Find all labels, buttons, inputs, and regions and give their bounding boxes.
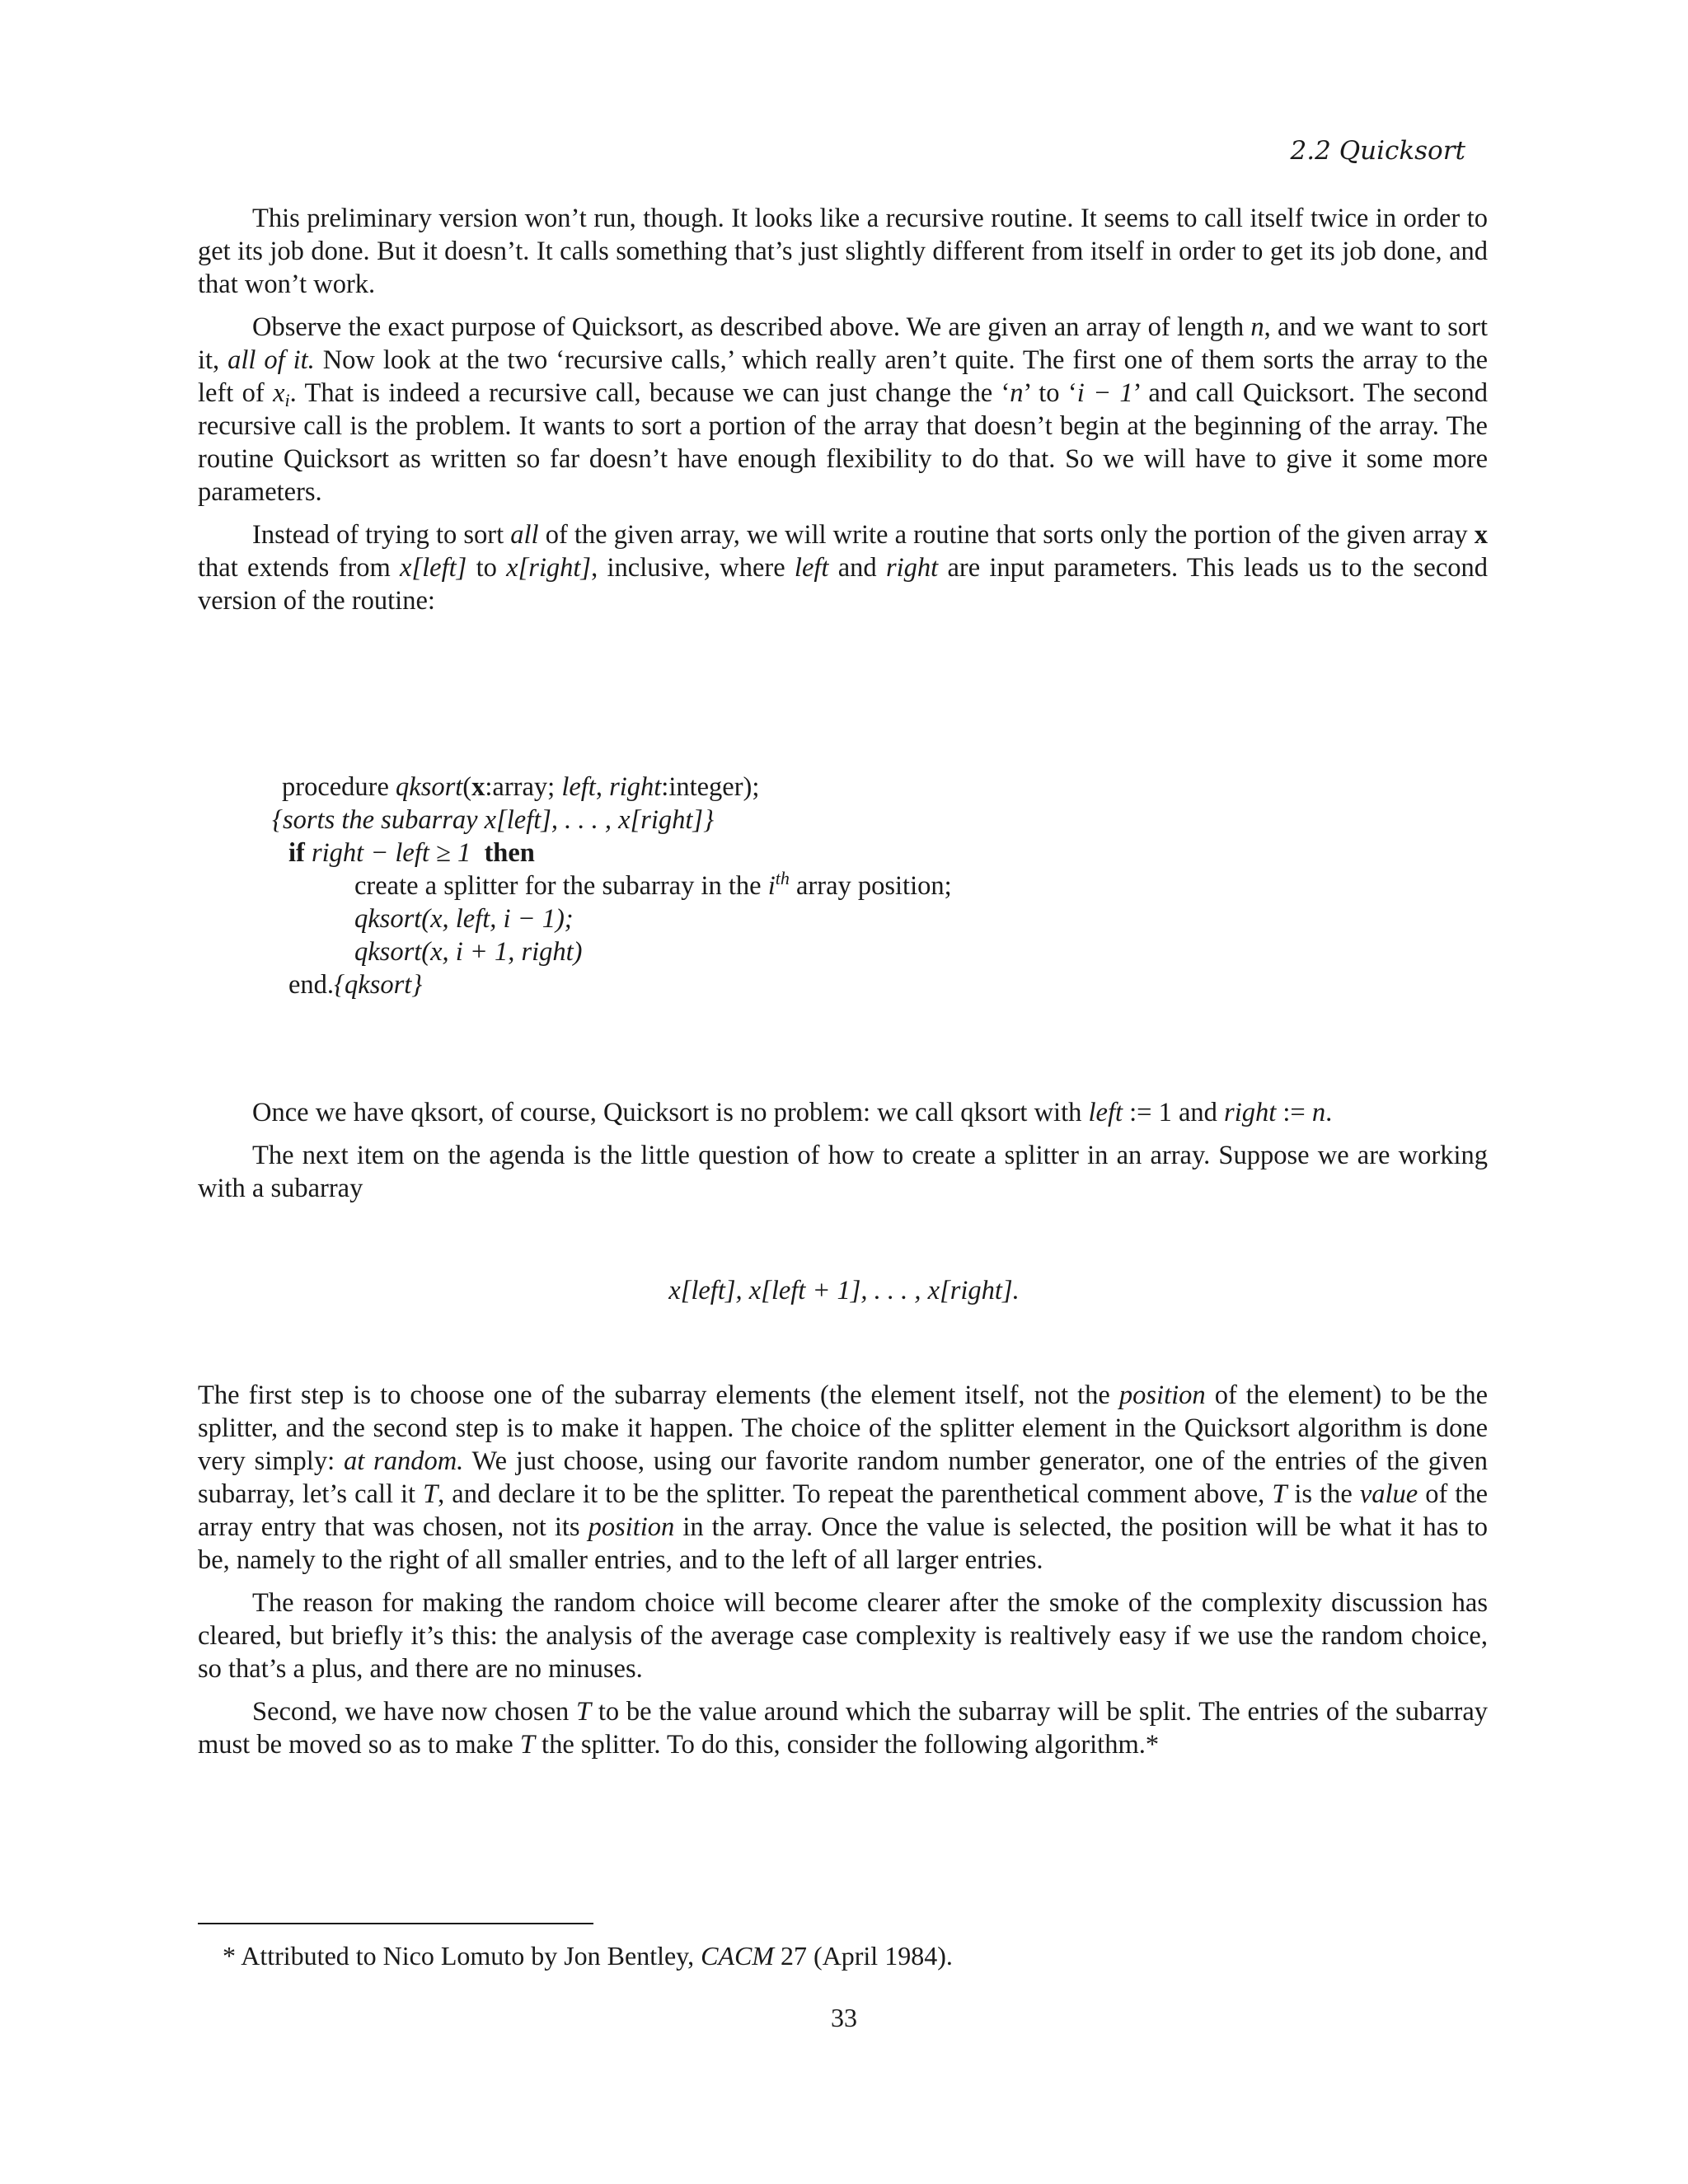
paragraph-4: Once we have qksort, of course, Quicksort is no problem: we call qksort with left := 1 and right := n.	[252, 1098, 1333, 1127]
paragraph-6: The first step is to choose one of the subarray elements (the element itself, not the position of the element) to be the splitter, and the second step is to make it happen. The choice of the splitter element in the Quicksort algorithm is done very simply: at random. We just choose, using our favorite random number generator, one of the entries of the given subarray, let’s call it T, and declare it to be the splitter. To repeat the parenthetical comment above, T is the value of the array entry that was chosen, not its position in the array. Once the value is selected, the position will be what it has to be, namely to the right of all smaller entries, and to the left of all larger entries.	[198, 1380, 1489, 1575]
code-line-comment: {sorts the subarray x[left], . . . , x[right]}	[272, 805, 715, 835]
code-line-recursive-call-2: qksort(x, i + 1, right)	[354, 937, 583, 967]
text-block-lower	[198, 1379, 1488, 1761]
paragraph-3: Instead of trying to sort all of the given array, we will write a routine that sorts only the portion of the given array x that extends from x[left] to x[right], inclusive, where left and right are input parameters. This leads us to the second version of the routine:	[198, 520, 1488, 616]
footnote-rule	[198, 1923, 593, 1924]
code-line-procedure: procedure qksort(x:array; left, right:integer);	[282, 772, 760, 802]
page-number: 33	[831, 2003, 857, 2032]
footnote: * Attributed to Nico Lomuto by Jon Bentley, CACM 27 (April 1984).	[223, 1941, 953, 1971]
text-block-middle	[198, 1096, 1488, 1205]
code-line-if: if right − left ≥ 1 then	[288, 838, 535, 868]
code-line-recursive-call-1: qksort(x, left, i − 1);	[354, 904, 574, 934]
paragraph-5: The next item on the agenda is the little question of how to create a splitter in an array. Suppose we are working with a subarray	[198, 1141, 1488, 1203]
code-line-create-splitter: create a splitter for the subarray in the $i^{th}$ array position;	[354, 868, 952, 901]
paragraph-7: The reason for making the random choice will become clearer after the smoke of the complexity discussion has cleared, but briefly it’s this: the analysis of the average case complexity is realtively easy if we use the random choice, so that’s a plus, and there are no minuses.	[198, 1588, 1488, 1684]
display-equation: x[left], x[left + 1], . . . , x[right].	[668, 1276, 1020, 1305]
pseudocode-block	[272, 771, 1343, 1001]
text-block-upper	[198, 202, 1488, 617]
code-line-end: end.{qksort}	[288, 970, 423, 1000]
paragraph-2: Observe the exact purpose of Quicksort, as described above. We are given an array of length n, and we want to sort it, all of it. Now look at the two ‘recursive calls,’ which really aren’t quite. The first one of them sorts the array to the left of $x_i$. That is indeed a recursive call, because we can just change the ‘n’ to ‘i − 1’ and call Quicksort. The second recursive call is the problem. It wants to sort a portion of the array that doesn’t begin at the beginning of the array. The routine Quicksort as written so far doesn’t have enough flexibility to do that. So we will have to give it some more parameters.	[198, 312, 1489, 507]
running-header: 2.2 Quicksort	[1290, 136, 1465, 166]
paragraph-1: This preliminary version won’t run, though. It looks like a recursive routine. It seems to call itself twice in order to get its job done. But it doesn’t. It calls something that’s just slightly different from itself in order to get its job done, and that won’t work.	[198, 204, 1488, 299]
paragraph-8: Second, we have now chosen T to be the value around which the subarray will be split. The entries of the subarray must be moved so as to make T the splitter. To do this, consider the following algorithm.*	[198, 1697, 1488, 1760]
